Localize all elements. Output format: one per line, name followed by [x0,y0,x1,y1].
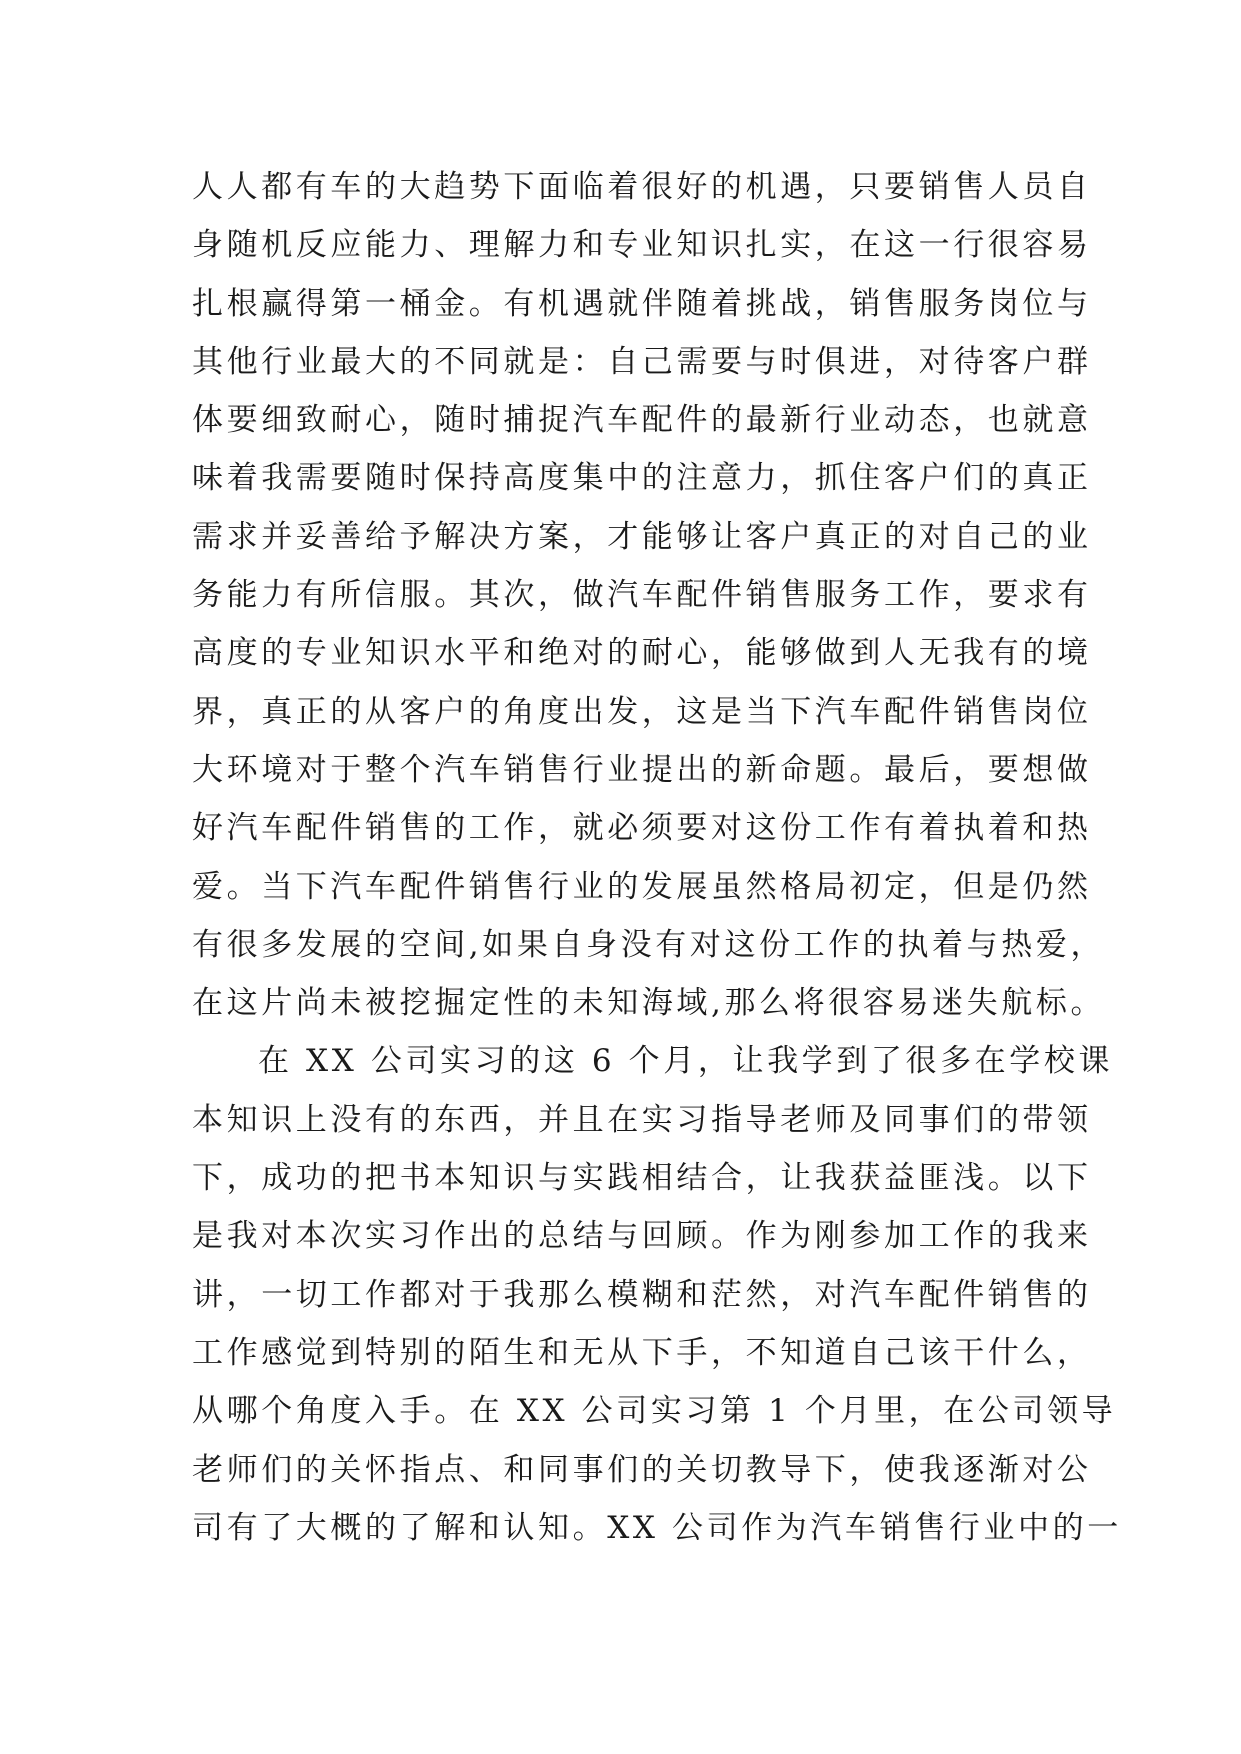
text-line: 务能力有所信服。其次，做汽车配件销售服务工作，要求有 [192,577,1092,614]
text-line: 有很多发展的空间,如果自身没有对这份工作的执着与热爱， [192,926,1106,963]
text-line: 其他行业最大的不同就是：自己需要与时俱进，对待客户群 [192,343,1092,380]
text-line: 在这片尚未被挖掘定性的未知海域,那么将很容易迷失航标。 [192,985,1106,1022]
text-line: 体要细致耐心，随时捕捉汽车配件的最新行业动态，也就意 [192,402,1092,439]
text-line: 下，成功的把书本知识与实践相结合，让我获益匪浅。以下 [192,1160,1092,1197]
text-line: 需求并妥善给予解决方案，才能够让客户真正的对自己的业 [192,518,1092,555]
text-line: 工作感觉到特别的陌生和无从下手，不知道自己该干什么， [192,1334,1092,1371]
text-line: 扎根赢得第一桶金。有机遇就伴随着挑战，销售服务岗位与 [192,285,1092,322]
text-line: 身随机反应能力、理解力和专业知识扎实，在这一行很容易 [192,227,1092,264]
text-line: 司有了大概的了解和认知。XX 公司作为汽车销售行业中的一 [192,1509,1122,1546]
text-line: 人人都有车的大趋势下面临着很好的机遇，只要销售人员自 [192,169,1092,205]
text-line: 从哪个角度入手。在 XX 公司实习第 1 个月里，在公司领导 [192,1393,1117,1430]
text-line: 老师们的关怀指点、和同事们的关切教导下，使我逐渐对公 [192,1451,1092,1488]
text-line: 爱。当下汽车配件销售行业的发展虽然格局初定，但是仍然 [192,868,1092,905]
text-line: 高度的专业知识水平和绝对的耐心，能够做到人无我有的境 [192,635,1092,672]
text-line: 好汽车配件销售的工作，就必须要对这份工作有着执着和热 [192,810,1092,847]
text-line: 界，真正的从客户的角度出发，这是当下汽车配件销售岗位 [192,693,1092,730]
text-line: 是我对本次实习作出的总结与回顾。作为刚参加工作的我来 [192,1218,1092,1255]
text-line: 讲，一切工作都对于我那么模糊和茫然，对汽车配件销售的 [192,1276,1092,1313]
text-line: 本知识上没有的东西，并且在实习指导老师及同事们的带领 [192,1101,1092,1138]
body-text [192,158,1122,1557]
text-line: 大环境对于整个汽车销售行业提出的新命题。最后，要想做 [192,751,1092,788]
paragraph-first-line: 在 XX 公司实习的这 6 个月，让我学到了很多在学校课 [258,1043,1114,1080]
text-line: 味着我需要随时保持高度集中的注意力，抓住客户们的真正 [192,460,1092,497]
